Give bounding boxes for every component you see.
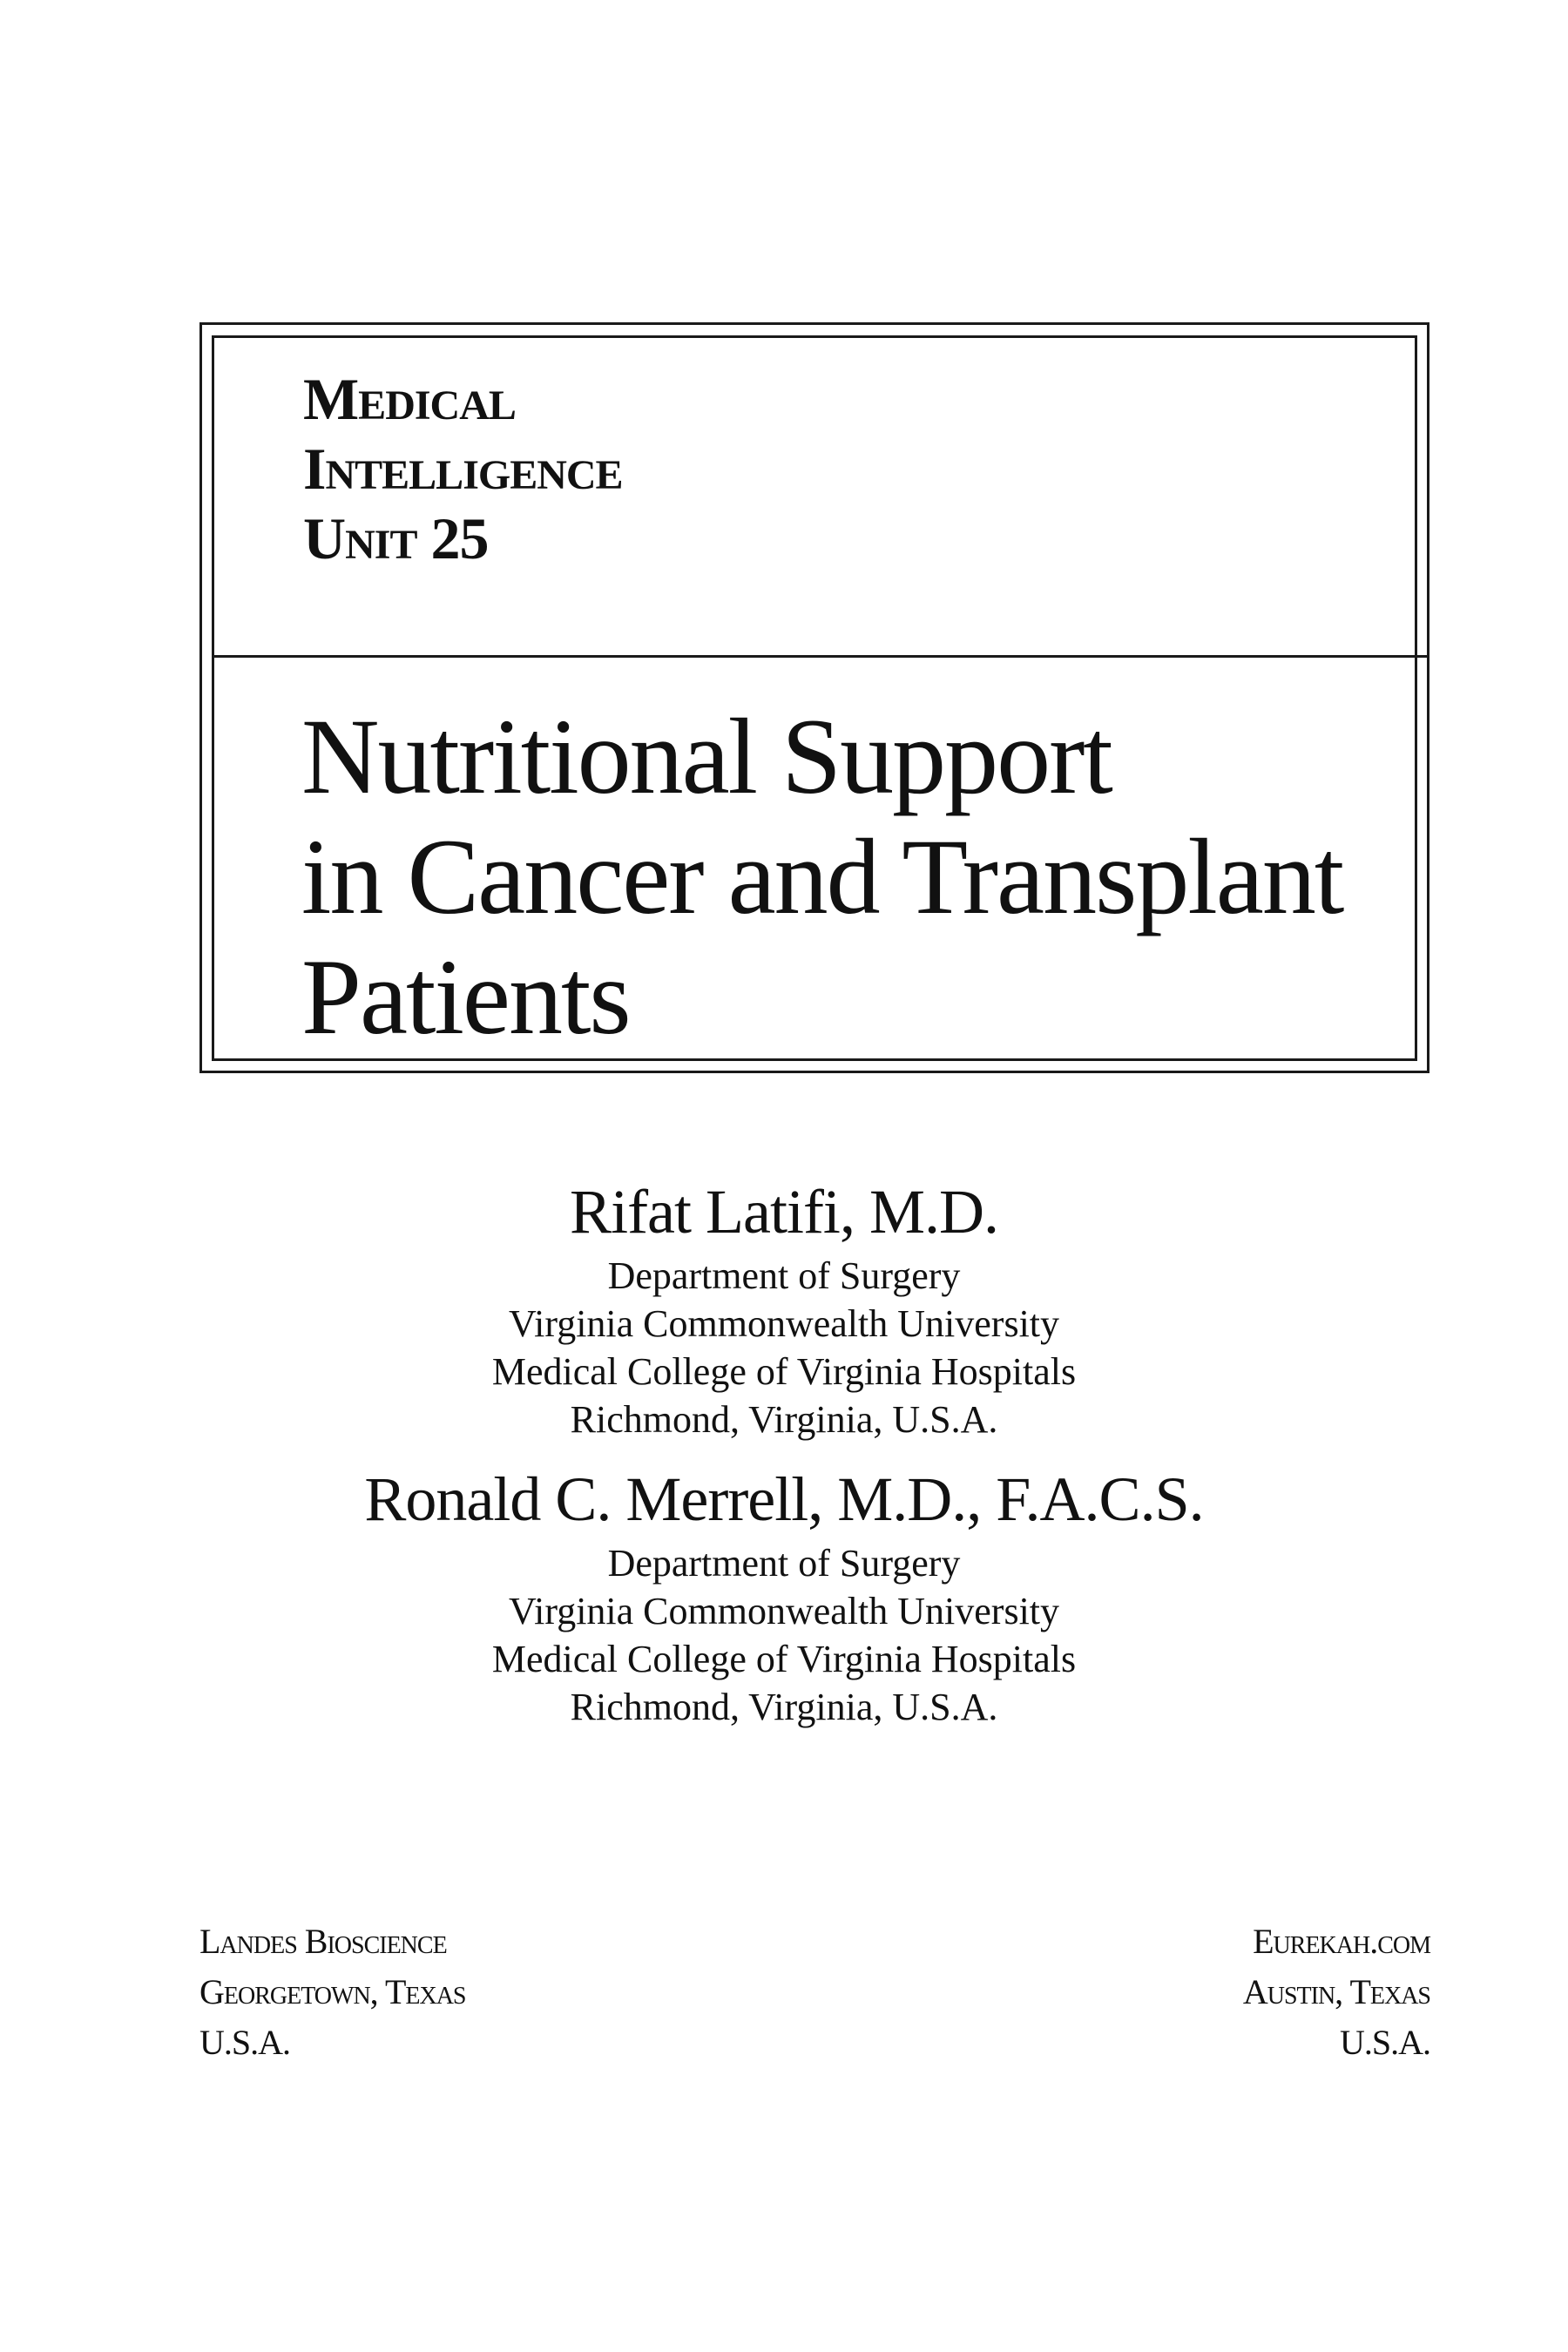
- book-title-line: Patients: [301, 937, 630, 1057]
- author-affiliation-line: Department of Surgery: [607, 1254, 961, 1297]
- publisher-line: Georgetown, Texas: [199, 1972, 466, 2011]
- series-line: Medical: [303, 366, 516, 432]
- author-affiliation-line: Virginia Commonwealth University: [508, 1590, 1060, 1632]
- series-line: Intelligence: [303, 436, 623, 502]
- author-affiliation-line: Medical College of Virginia Hospitals: [491, 1350, 1077, 1393]
- book-title-line: Nutritional Support: [301, 697, 1112, 816]
- author-name: Rifat Latifi, M.D.: [570, 1177, 998, 1247]
- publisher-line: U.S.A.: [1339, 2023, 1430, 2062]
- publisher-left: [199, 1916, 466, 2068]
- publisher-line: Eurekah.com: [1253, 1922, 1430, 1961]
- author-name: Ronald C. Merrell, M.D., F.A.C.S.: [364, 1464, 1204, 1534]
- author-affiliation-line: Department of Surgery: [607, 1542, 961, 1585]
- author-affiliation-line: Medical College of Virginia Hospitals: [491, 1638, 1077, 1680]
- book-title-line: in Cancer and Transplant: [301, 817, 1343, 936]
- publisher-line: Austin, Texas: [1242, 1972, 1430, 2011]
- author-affiliation-line: Virginia Commonwealth University: [508, 1302, 1060, 1345]
- publisher-right: [1243, 1916, 1430, 2068]
- authors-section: [0, 1172, 1568, 1747]
- author-affiliation-line: Richmond, Virginia, U.S.A.: [570, 1686, 998, 1728]
- series-name: [303, 364, 623, 573]
- series-line: Unit 25: [303, 505, 489, 571]
- author-affiliation-line: Richmond, Virginia, U.S.A.: [570, 1398, 998, 1441]
- author-block: [0, 1459, 1568, 1731]
- book-title: [301, 697, 1342, 1058]
- author-block: [0, 1172, 1568, 1443]
- publisher-line: U.S.A.: [199, 2023, 291, 2062]
- publisher-line: Landes Bioscience: [199, 1922, 447, 1961]
- series-frame-divider: [212, 655, 1429, 658]
